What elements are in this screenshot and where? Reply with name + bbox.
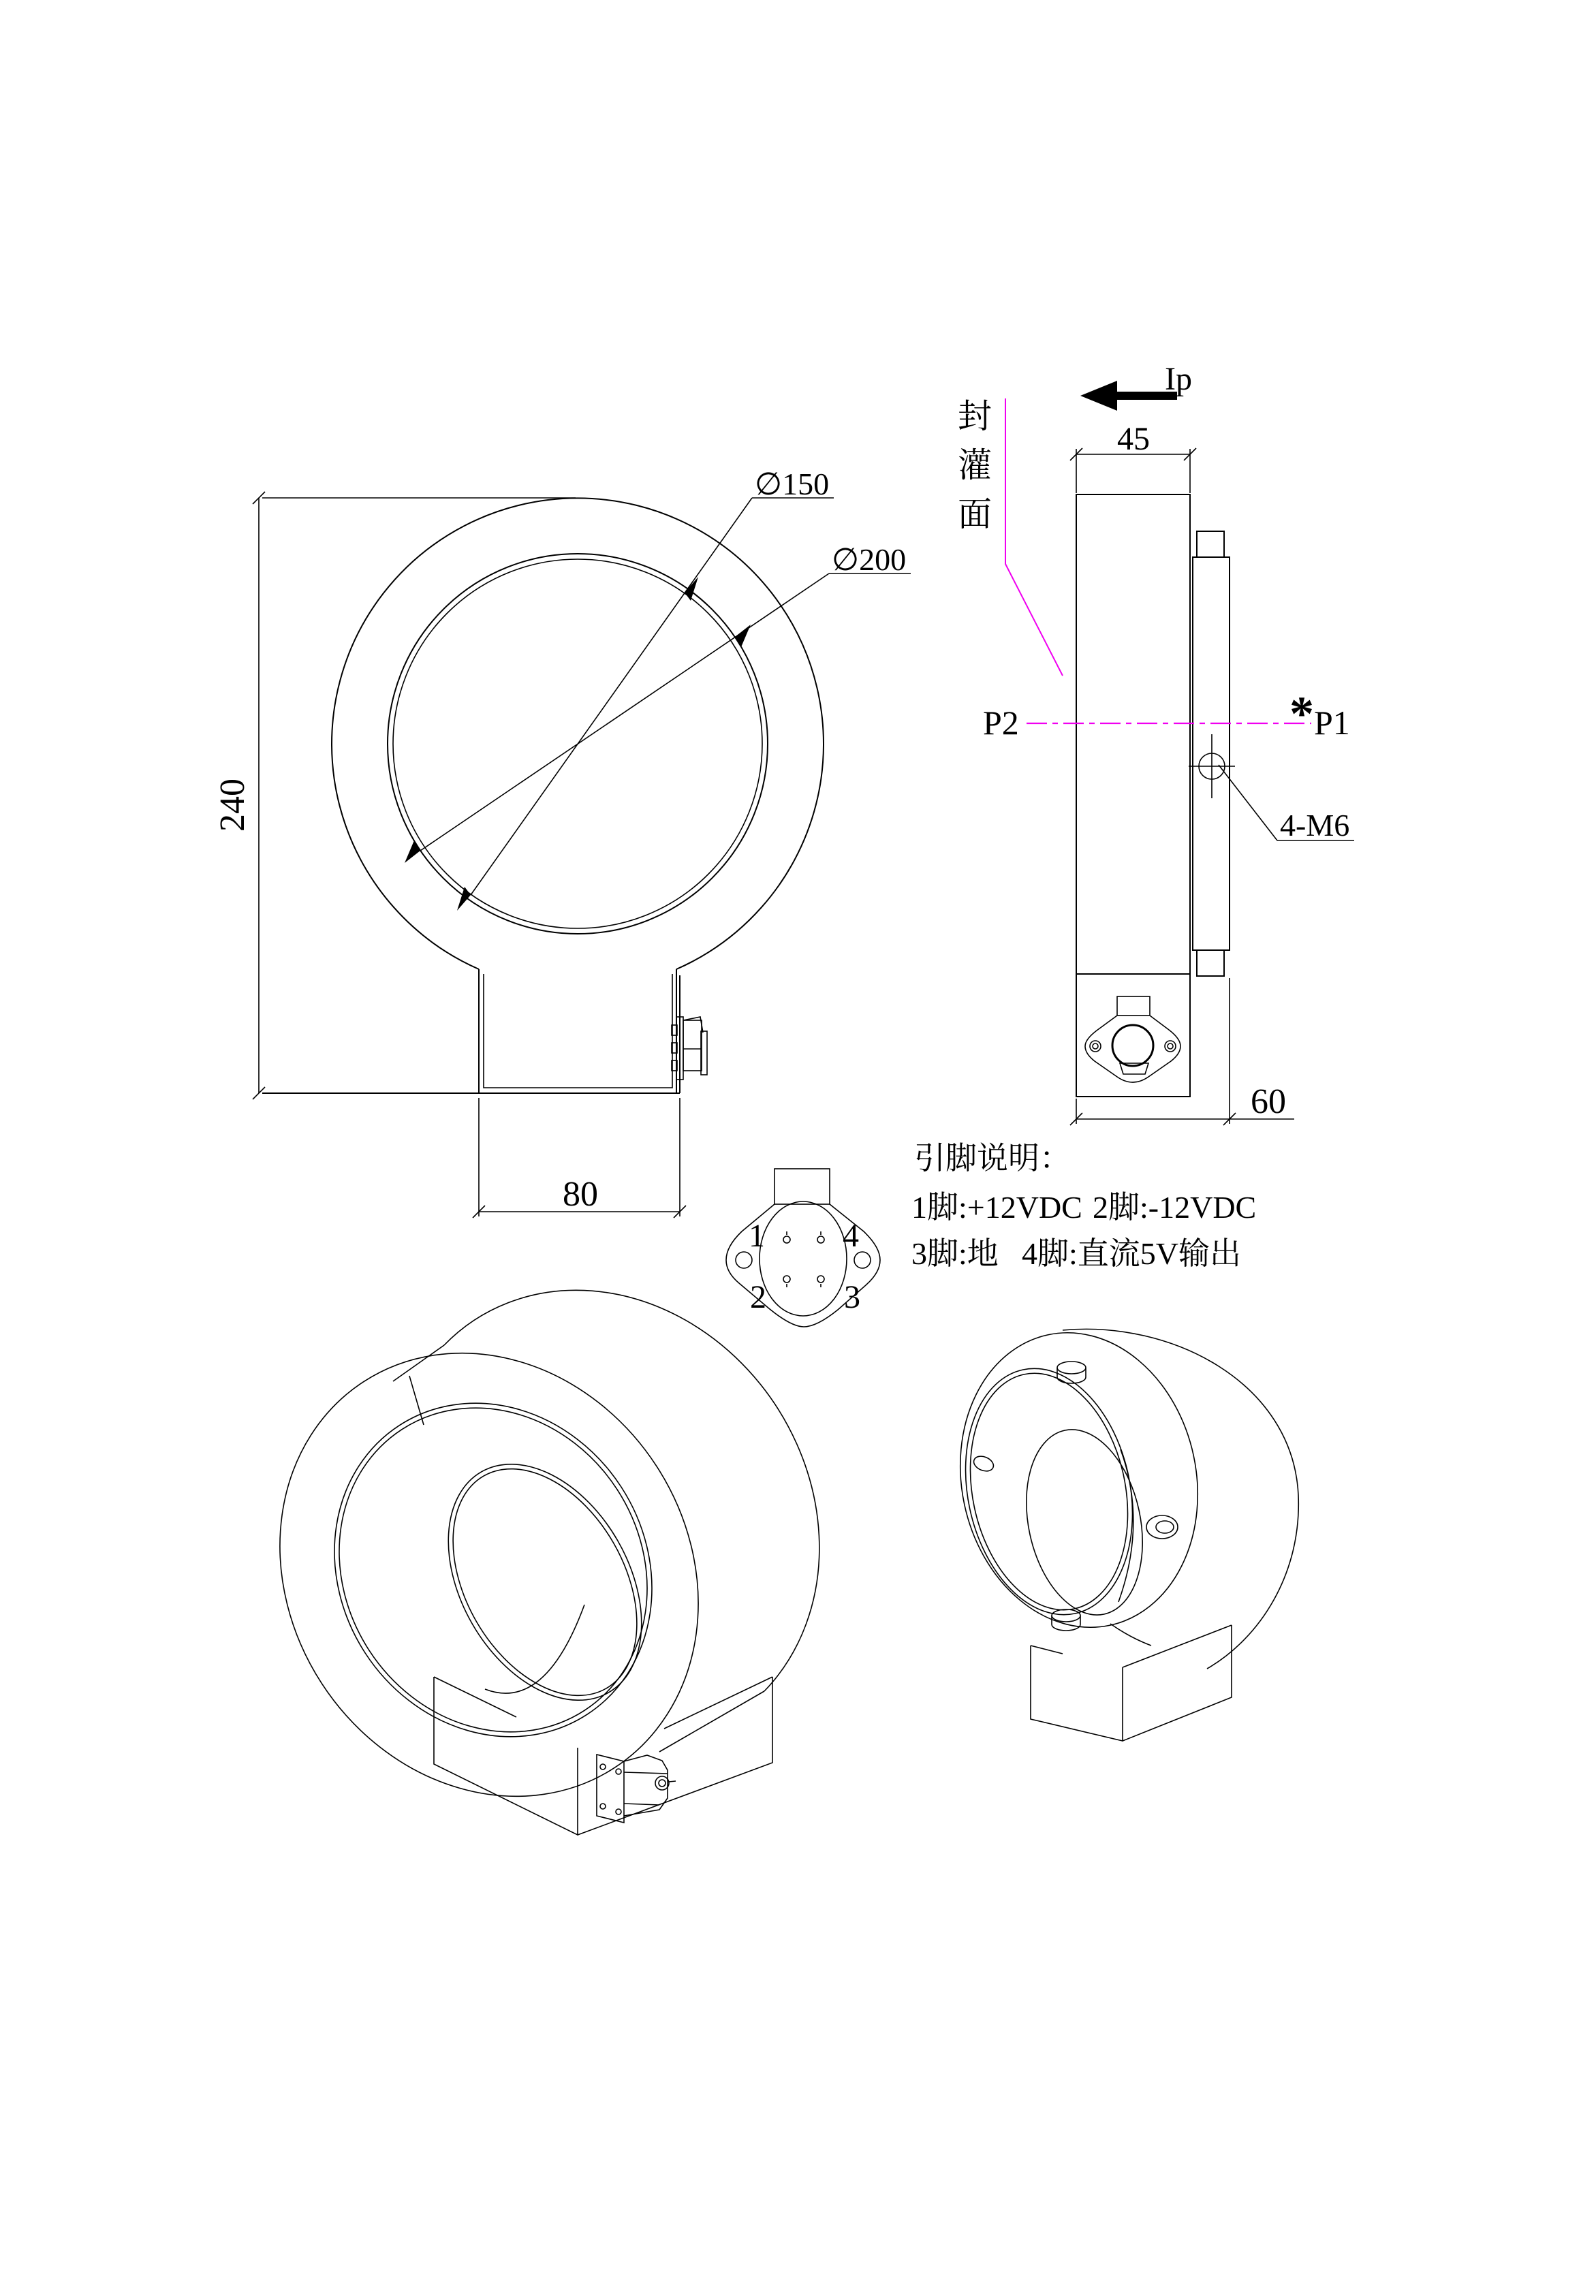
iso-r-bottom-edge [1110,1624,1151,1646]
iso-r-face [933,1310,1224,1650]
iso-l-connector [597,1755,676,1823]
side-foot-box [1076,974,1190,1097]
p1-label: P1 [1314,704,1350,742]
pin-note-1: 1脚:+12VDC [911,1190,1082,1225]
dia-150-callout [457,467,834,911]
arrowhead [735,625,751,647]
front-connector-stub [672,1017,707,1080]
thread-label: 4-M6 [1280,808,1350,843]
iso-l-aperture [409,1430,681,1735]
dia-200-callout [405,542,911,863]
iso-r-body-silhouette [1063,1329,1298,1669]
front-box-outer [479,969,680,1093]
p2-label: P2 [983,704,1019,742]
iso-view-right [933,1310,1298,1741]
ip-label: Ip [1165,361,1192,397]
pin-notes-title: 引脚说明： [914,1141,1071,1176]
iso-r-aperture [1010,1419,1159,1626]
dim-60-label: 60 [1251,1082,1286,1121]
pin-4-label: 4 [843,1218,859,1254]
potting-char-3: 面 [958,495,992,533]
potting-char-2: 灌 [958,446,992,484]
asterisk-mark: * [1289,687,1314,741]
detail-pins [783,1231,824,1287]
iso-r-foot-box [1031,1625,1232,1741]
iso-r-bushing [1146,1515,1178,1539]
potting-leader [1005,398,1063,676]
connector-detail-view [726,1169,880,1327]
iso-view-left [196,1273,819,1876]
current-direction [1080,361,1192,411]
iso-l-bore-wall [485,1605,584,1693]
m6-hole [1189,734,1235,798]
iso-l-seam [409,1376,424,1425]
pin-2-label: 2 [750,1279,766,1315]
arrowhead [405,840,420,863]
front-box-inner [484,974,672,1088]
pin-note-2: 2脚:-12VDC [1093,1190,1257,1225]
dim-240-label: 240 [213,779,252,832]
iso-l-outer-ellipse [196,1273,782,1876]
pin-3-label: 3 [844,1279,860,1315]
iso-r-bottom-boss [1052,1609,1080,1631]
iso-l-inner-edge2 [278,1349,708,1791]
side-view [958,361,1354,1125]
detail-hole-left [736,1252,752,1268]
dim-45 [1070,421,1196,493]
iso-l-inner-edge [271,1342,715,1797]
dim-80 [473,1098,686,1218]
pin-note-4: 4脚:直流5V输出 [1022,1236,1241,1271]
dia-150-label: ∅150 [755,467,830,501]
dim-45-label: 45 [1117,421,1150,457]
pin-note-3: 3脚:地 [911,1236,999,1271]
detail-barrel [760,1201,847,1316]
iso-r-recess2 [950,1359,1148,1625]
pin-notes [911,1141,1256,1271]
detail-hole-right [854,1252,871,1268]
thread-callout [1219,765,1354,843]
dim-60 [1070,978,1294,1125]
pin-1-label: 1 [749,1218,765,1254]
ip-arrow [1080,381,1177,411]
iso-l-back-rim [444,1290,819,1691]
side-connector-face [1085,996,1180,1082]
dia-200-label: ∅200 [832,542,907,577]
front-view [213,467,911,1218]
potting-face-note [958,397,1063,676]
side-body [1076,494,1190,974]
potting-char-1: 封 [958,397,992,435]
iso-r-side-hole [971,1453,995,1474]
detail-stem [774,1169,830,1204]
dim-80-label: 80 [563,1175,598,1214]
front-outer-outline [332,498,824,969]
